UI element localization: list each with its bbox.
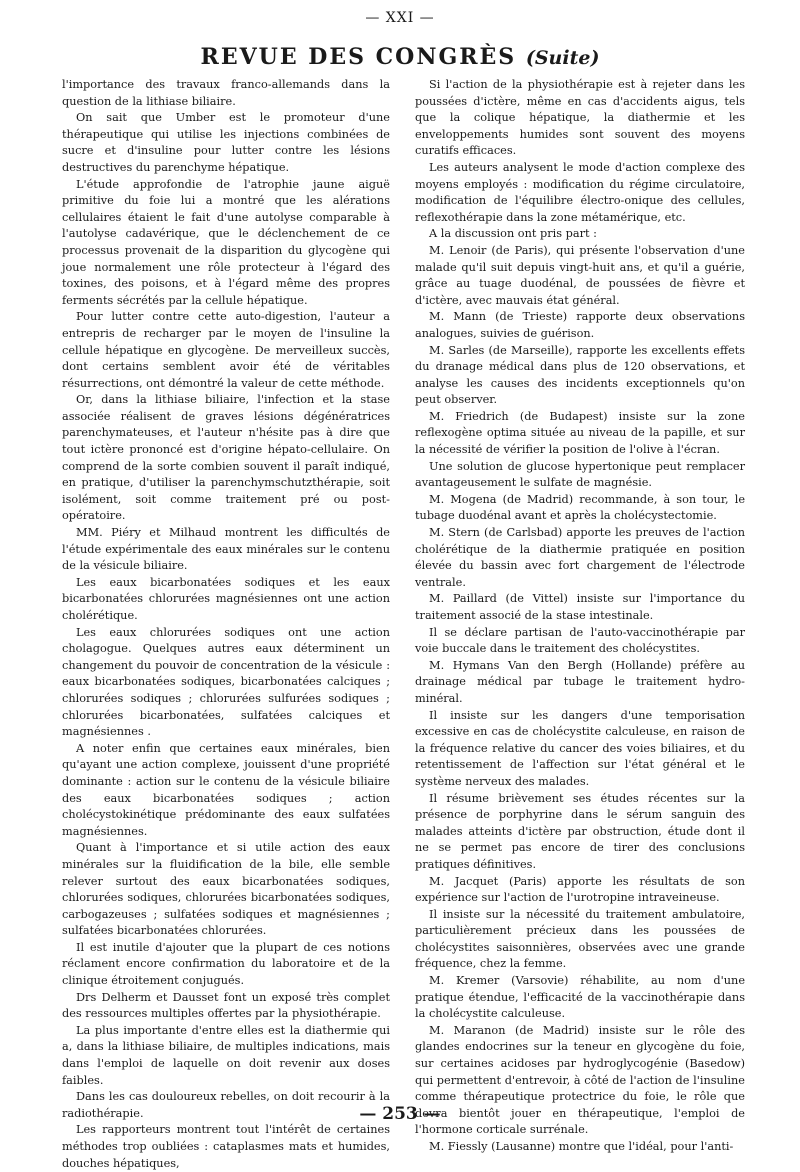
paragraph: Drs Delherm et Dausset font un exposé très complet des ressources multiples offertes par la physiothérapie. (62, 990, 390, 1021)
paragraph: M. Hymans Van den Bergh (Hollande) préfère au drainage médical par tubage le traitement hydro-minéral. (415, 658, 745, 705)
page-number: — 253 — (359, 1104, 441, 1124)
paragraph: M. Mogena (de Madrid) recommande, à son tour, le tubage duodénal avant et après la cholécystectomie. (415, 492, 745, 523)
paragraph: Si l'action de la physiothérapie est à rejeter dans les poussées d'ictère, même en cas d'accidents aigus, tels que la colique hépatique, la diathermie et les enveloppements humides sont souvent des moyens curatifs efficaces. (415, 78, 745, 158)
paragraph: Il résume brièvement ses études récentes sur la présence de porphyrine dans le sérum sanguin des malades atteints d'ictère par obstruction, étude dont il ne se permet pas encore de tirer des conclusions pratiques définitives. (415, 791, 745, 871)
paragraph: On sait que Umber est le promoteur d'une thérapeutique qui utilise les injections combinées de sucre et d'insuline pour lutter contre les lésions destructives du parenchyme hépatique. (62, 111, 390, 174)
running-title-suffix: (Suite) (525, 47, 600, 69)
paragraph: Une solution de glucose hypertonique peut remplacer avantageusement le sulfate de magnésie. (415, 459, 745, 490)
running-title (0, 44, 800, 70)
running-title-main: REVUE DES CONGRÈS (200, 44, 517, 70)
paragraph: A noter enfin que certaines eaux minérales, bien qu'ayant une action complexe, jouissent d'une propriété dominante : action sur le contenu de la vésicule biliaire des eaux bicarbonatées sodiques ; action cholécystokinétique prédominante des eaux sulfatées magnésiennes. (62, 741, 390, 838)
paragraph: M. Mann (de Trieste) rapporte deux observations analogues, suivies de guérison. (415, 310, 745, 340)
paragraph: A la discussion ont pris part : (429, 227, 597, 241)
paragraph: Les eaux bicarbonatées sodiques et les eaux bicarbonatées chlorurées magnésiennes ont une action cholérétique. (62, 575, 390, 622)
paragraph: M. Stern (de Carlsbad) apporte les preuves de l'action cholérétique de la diathermie pratiquée en position élevée du bassin avec fort chargement de l'électrode ventrale. (415, 526, 745, 589)
paragraph: Pour lutter contre cette auto-digestion, l'auteur a entrepris de recharger par le moyen de l'insuline la cellule hépatique en glycogène. De merveilleux succès, dont certains semblent avoir été de véritables résurrections, ont démontré la valeur de cette méthode. (62, 310, 390, 390)
paragraph: Les rapporteurs montrent tout l'intérêt de certaines méthodes trop oubliées : cataplasmes mats et humides, douches hépatiques, (62, 1123, 390, 1170)
paragraph: Les auteurs analysent le mode d'action complexe des moyens employés : modification du régime circulatoire, modification de l'équilibre électro-onique des cellules, reflexothérapie dans la zone métamérique, etc. (415, 160, 745, 224)
paragraph: M. Kremer (Varsovie) réhabilite, au nom d'une pratique étendue, l'efficacité de la vaccinothérapie dans la cholécystite calculeuse. (415, 974, 745, 1021)
paragraph: Les eaux chlorurées sodiques ont une action cholagogue. Quelques autres eaux déterminent un changement du pouvoir de concentration de la vésicule : eaux bicarbonatées sodiques, bicarbonatées calciques ; chlorurées sodiques ; chlorurées sulfurées sodiques ; chlorurées bicarbonatées, sulfatées calciques et magnésiennes . (62, 625, 390, 739)
paragraph: Or, dans la lithiase biliaire, l'infection et la stase associée réalisent de graves lésions dégénératrices parenchymateuses, et l'auteur n'hésite pas à dire que tout ictère prononcé est d'origine hépato-cellulaire. On comprend de la sorte combien souvent il paraît indiqué, en pratique, d'utiliser la parenchymschutzthérapie, soit isolément, soit comme traitement pré ou post-opératoire. (62, 393, 390, 523)
paragraph: Dans les cas douloureux rebelles, on doit recourir à la radiothérapie. (62, 1090, 390, 1120)
right-column (415, 77, 745, 1156)
paragraph: M. Sarles (de Marseille), rapporte les excellents effets du dranage médical dans plus de 120 observations, et analyse les causes des incidents exceptionnels qu'on peut observer. (415, 343, 745, 407)
paragraph: l'importance des travaux franco-allemands dans la question de la lithiase biliaire. (62, 78, 390, 108)
paragraph: Il se déclare partisan de l'auto-vaccinothérapie par voie buccale dans le traitement des cholécystites. (415, 625, 745, 656)
paragraph: La plus importante d'entre elles est la diathermie qui a, dans la lithiase biliaire, de multiples indications, mais dans l'emploi de laquelle on doit revenir aux doses faibles. (62, 1023, 390, 1087)
paragraph: Quant à l'importance et si utile action des eaux minérales sur la fluidification de la bile, elle semble relever surtout des eaux bicarbonatées sodiques, chlorurées sodiques, chlorurées bicarbonatées sodiques, carbogazeuses ; sulfatées sodiques et magnésiennes ; sulfatées bicarbonatées chlorurées. (62, 841, 390, 938)
roman-page-number: — XXI — (365, 10, 435, 26)
paragraph: M. Lenoir (de Paris), qui présente l'observation d'une malade qu'il suit depuis vingt-huit ans, et qu'il a guérie, grâce au tuage duodénal, de poussées de fièvre et d'ictère, avec mauvais état général. (415, 243, 745, 307)
paragraph: M. Jacquet (Paris) apporte les résultats de son expérience sur l'action de l'urotropine intraveineuse. (415, 874, 745, 905)
paragraph: Il insiste sur les dangers d'une temporisation excessive en cas de cholécystite calculeuse, en raison de la fréquence relative du cancer des voies biliaires, et du retentissement de l'affection sur l'état général et le système nerveux des malades. (415, 708, 745, 788)
left-column (62, 77, 390, 1172)
paragraph: M. Paillard (de Vittel) insiste sur l'importance du traitement associé de la stase intestinale. (415, 592, 745, 622)
paragraph: M. Fiessly (Lausanne) montre que l'idéal, pour l'anti- (429, 1140, 734, 1153)
paragraph: MM. Piéry et Milhaud montrent les difficultés de l'étude expérimentale des eaux minérales sur le contenu de la vésicule biliaire. (62, 526, 390, 573)
paragraph: M. Maranon (de Madrid) insiste sur le rôle des glandes endocrines sur la teneur en glycogène du foie, sur certaines acidoses par hydroglycogénie (Basedow) qui permettent d'entrevoir, à côté de l'action de l'insuline comme thérapeutique protectrice du foie, le rôle que devra bientôt jouer en thérapeutique, l'emploi de l'hormone corticale surrénale. (415, 1023, 745, 1137)
paragraph: M. Friedrich (de Budapest) insiste sur la zone reflexogène optima située au niveau de la papille, et sur la nécessité de vérifier la position de l'olive à l'écran. (415, 409, 745, 457)
paragraph: L'étude approfondie de l'atrophie jaune aiguë primitive du foie lui a montré que les alérations cellulaires étaient le fait d'une autolyse comparable à l'autolyse cadavérique, que le déclenchement de ce processus provenait de la disparition du glycogène qui joue normalement une rôle protecteur à l'égard des toxines, des poisons, et à l'égard même des propres ferments sécrétés par la cellule hépatique. (62, 177, 390, 307)
paragraph: Il est inutile d'ajouter que la plupart de ces notions réclament encore confirmation du laboratoire et de la clinique étroitement conjugués. (62, 940, 390, 988)
paragraph: Il insiste sur la nécessité du traitement ambulatoire, particulièrement précieux dans les poussées de cholécystites saisonnières, observées avec une grande fréquence, chez la femme. (415, 907, 745, 971)
